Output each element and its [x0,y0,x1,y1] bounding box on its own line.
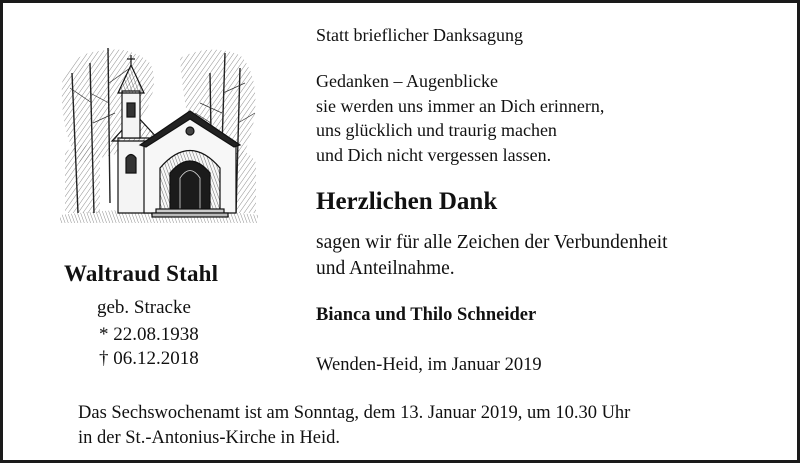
mass-line: Das Sechswochenamt ist am Sonntag, dem 13. Januar 2019, um 10.30 Uhr [78,403,631,423]
notice-heading: Statt brieflicher Danksagung [316,25,523,45]
chapel-illustration [60,43,258,223]
poem-line: und Dich nicht vergessen lassen. [316,144,552,165]
mass-announcement [78,401,630,451]
birth-date: * 22.08.1938 [99,324,199,345]
maiden-name: geb. Stracke [97,297,191,318]
thanks-line: sagen wir für alle Zeichen der Verbundenheit [316,232,668,253]
thanks-text [316,230,668,282]
mass-line: in der St.-Antonius-Kirche in Heid. [78,428,341,448]
death-date: † 06.12.2018 [99,348,199,369]
signers: Bianca und Thilo Schneider [316,305,537,325]
place-date: Wenden-Heid, im Januar 2019 [316,355,542,375]
poem [316,69,604,167]
deceased-name: Waltraud Stahl [64,261,219,286]
poem-line: Gedanken – Augenblicke [316,71,498,91]
thanks-title: Herzlichen Dank [316,188,498,215]
poem-line: sie werden uns immer an Dich erinnern, [316,95,605,116]
poem-line: uns glücklich und traurig machen [316,120,557,140]
thanks-line: und Anteilnahme. [316,258,455,279]
